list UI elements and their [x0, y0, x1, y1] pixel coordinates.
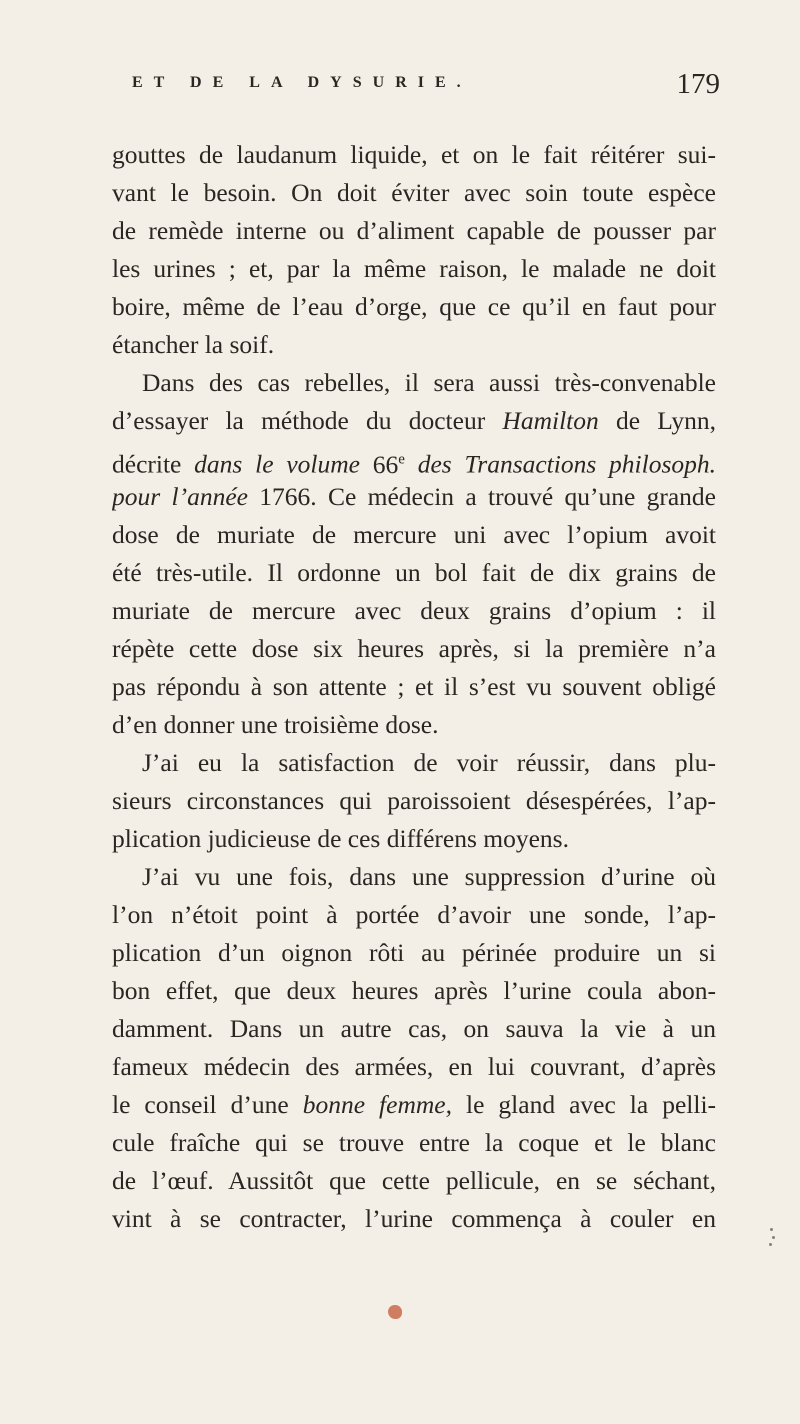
- text-line: muriate de mercure avec deux grains d’opium : il: [112, 596, 716, 625]
- text-line: [112, 1086, 716, 1124]
- text-line: de remède interne ou d’aliment capable de pousser par: [112, 216, 716, 245]
- text-line: de l’œuf. Aussitôt que cette pellicule, en se séchant,: [112, 1166, 716, 1195]
- text-line: étancher la soif.: [112, 330, 275, 359]
- text-line: cule fraîche qui se trouve entre la coque et le blanc: [112, 1128, 716, 1157]
- italic-phrase-bonne-femme: bonne femme,: [302, 1090, 452, 1119]
- text-line: [112, 478, 716, 516]
- volume-number: 66e: [372, 449, 405, 478]
- text-line: [112, 440, 716, 478]
- text-line: gouttes de laudanum liquide, et on le fait réitérer sui-: [112, 140, 716, 169]
- text-run: le conseil d’une: [112, 1090, 289, 1119]
- page-number: 179: [676, 68, 720, 100]
- text-line: vint à se contracter, l’urine commença à couler en: [112, 1204, 716, 1233]
- text-line: sieurs circonstances qui paroissoient désespérées, l’ap-: [112, 786, 716, 815]
- text-run: décrite: [112, 449, 182, 478]
- text-line: les urines ; et, par la même raison, le malade ne doit: [112, 254, 716, 283]
- person-name-hamilton: Hamilton: [502, 406, 599, 435]
- text-line: pas répondu à son attente ; et il s’est vu souvent obligé: [112, 672, 716, 701]
- running-head: [110, 70, 720, 106]
- margin-speck: [769, 1243, 772, 1246]
- text-line: boire, même de l’eau d’orge, que ce qu’il en faut pour: [112, 292, 716, 321]
- text-line: [112, 402, 716, 440]
- text-line: fameux médecin des armées, en lui couvrant, d’après: [112, 1052, 716, 1081]
- margin-speck: [770, 1228, 773, 1231]
- text-line: été très-utile. Il ordonne un bol fait de dix grains de: [112, 558, 716, 587]
- citation-year-label: pour l’année: [112, 482, 248, 511]
- text-line: plication judicieuse de ces différens moyens.: [112, 824, 569, 853]
- text-line: dose de muriate de mercure uni avec l’opium avoit: [112, 520, 716, 549]
- ink-stain: [388, 1305, 402, 1319]
- text-line: l’on n’étoit point à portée d’avoir une sonde, l’ap-: [112, 900, 716, 929]
- text-line: d’en donner une troisième dose.: [112, 710, 439, 739]
- text-run: d’essayer la méthode du docteur: [112, 406, 486, 435]
- text-line: J’ai vu une fois, dans une suppression d’urine où: [142, 862, 716, 891]
- text-line: Dans des cas rebelles, il sera aussi très-convenable: [142, 368, 716, 397]
- citation-volume: dans le volume: [194, 449, 360, 478]
- text-run: le gland avec la pelli-: [466, 1090, 716, 1119]
- running-head-title: ET DE LA DYSURIE.: [132, 74, 472, 91]
- text-line: J’ai eu la satisfaction de voir réussir, dans plu-: [142, 748, 716, 777]
- volume-superscript: e: [398, 451, 405, 467]
- text-run: 1766. Ce médecin a trouvé qu’une grande: [259, 482, 716, 511]
- text-line: répète cette dose six heures après, si la première n’a: [112, 634, 716, 663]
- margin-speck: [772, 1236, 775, 1239]
- text-run: de Lynn,: [615, 406, 716, 435]
- text-line: vant le besoin. On doit éviter avec soin toute espèce: [112, 178, 716, 207]
- text-line: damment. Dans un autre cas, on sauva la vie à un: [112, 1014, 716, 1043]
- text-line: plication d’un oignon rôti au périnée produire un si: [112, 938, 716, 967]
- citation-journal: des Transactions philosoph.: [417, 449, 716, 478]
- text-line: bon effet, que deux heures après l’urine coula abon-: [112, 976, 716, 1005]
